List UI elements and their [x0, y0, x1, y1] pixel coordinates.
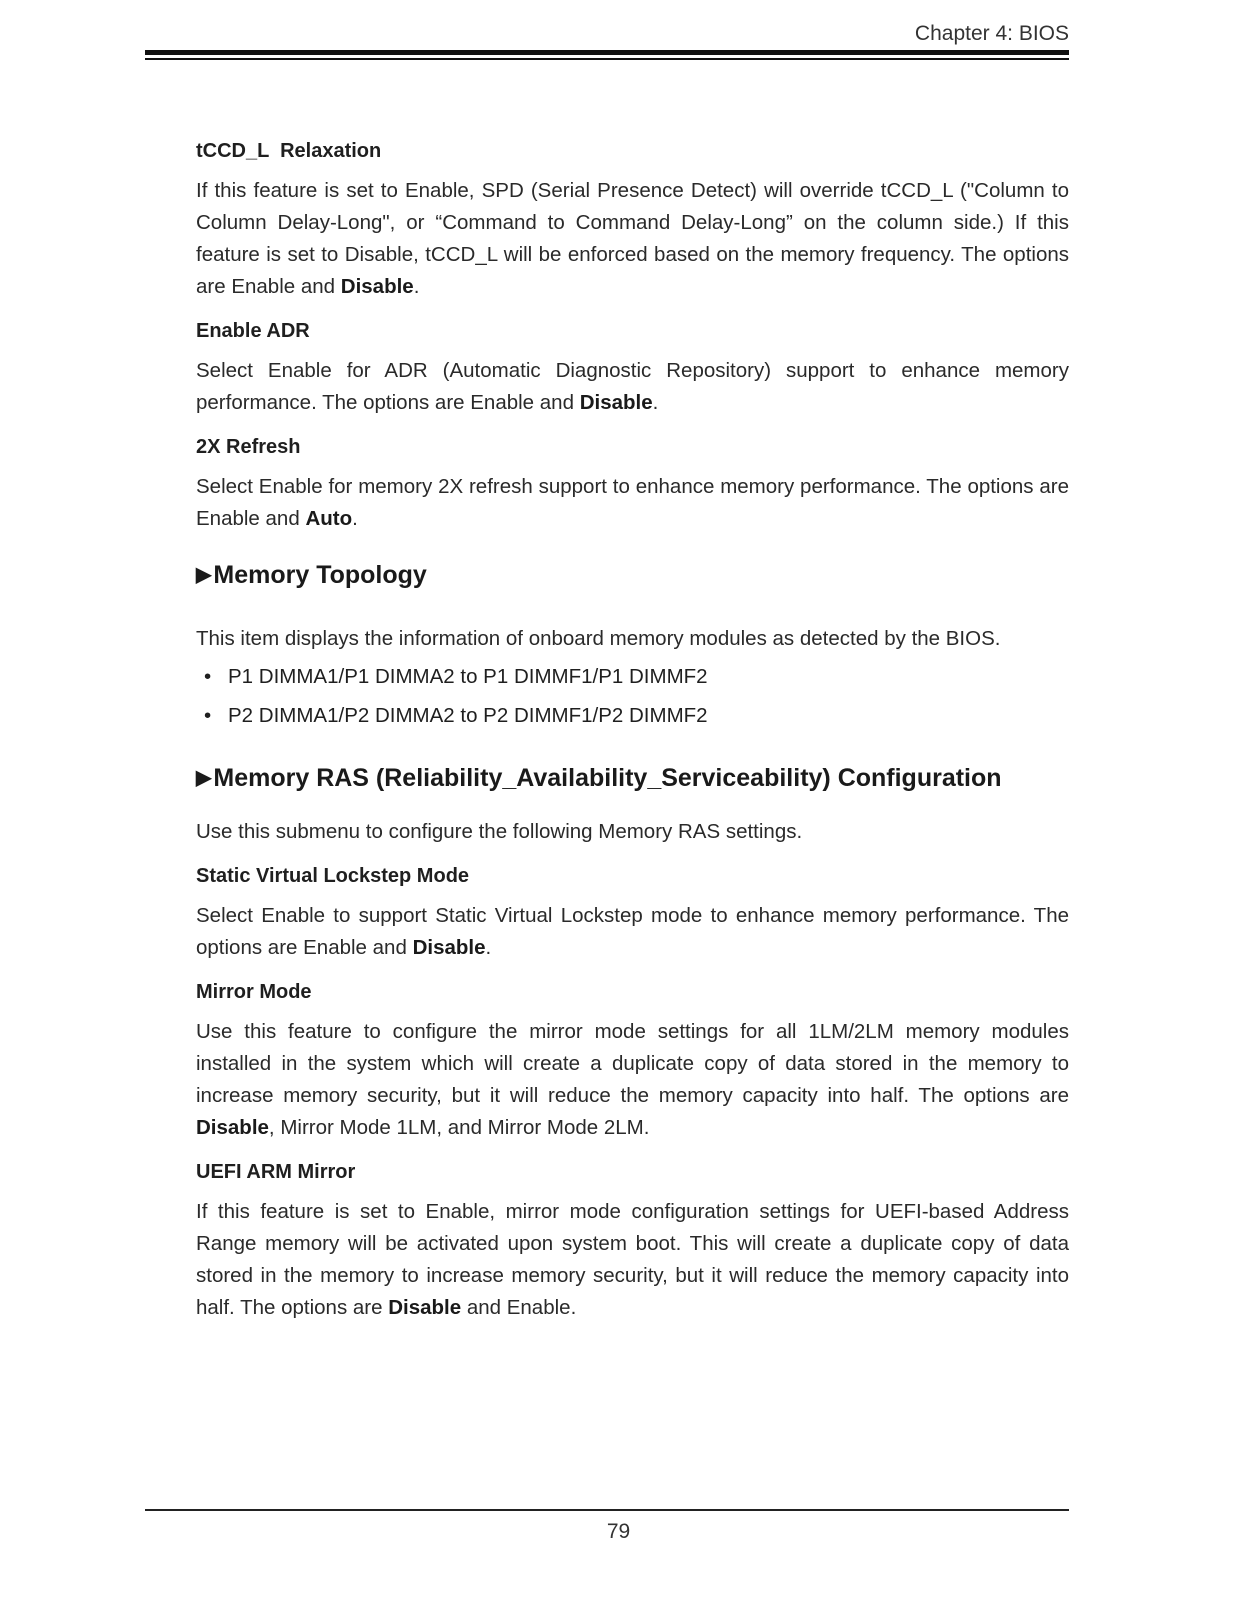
submenu-arrow-icon: ▶ [196, 564, 212, 586]
uefi-heading: UEFI ARM Mirror [196, 1161, 356, 1183]
page-content [196, 137, 1069, 1338]
chapter-header: Chapter 4: BIOS [914, 22, 1069, 45]
mirror-heading: Mirror Mode [196, 981, 312, 1003]
tccd-default-option: Disable [340, 275, 414, 298]
list-item: • P2 DIMMA1/P2 DIMMA2 to P2 DIMMF1/P2 DIMMF2 [196, 700, 1069, 732]
memory-topology-heading: ▶Memory Topology [196, 561, 427, 589]
tccd-heading: tCCD_L Relaxation [196, 140, 382, 162]
adr-description: Select Enable for ADR (Automatic Diagnostic Repository) support to enhance memory performance. The options are Enable and Disable. [196, 359, 1069, 414]
memory-ras-heading: ▶Memory RAS (Reliability_Availability_Serviceability) Configuration [196, 764, 1002, 792]
refresh-description: Select Enable for memory 2X refresh support to enhance memory performance. The options are Enable and Auto. [196, 475, 1069, 530]
lockstep-heading: Static Virtual Lockstep Mode [196, 865, 470, 887]
list-item: • P1 DIMMA1/P1 DIMMA2 to P1 DIMMF1/P1 DIMMF2 [196, 661, 1069, 693]
refresh-heading: 2X Refresh [196, 436, 301, 458]
page-number: 79 [606, 1520, 631, 1543]
lockstep-description: Select Enable to support Static Virtual Lockstep mode to enhance memory performance. The options are Enable and Disable. [196, 904, 1069, 959]
header-rule-thin [145, 58, 1069, 60]
refresh-default-option: Auto [305, 507, 353, 530]
topology-description: This item displays the information of onboard memory modules as detected by the BIOS. [196, 627, 1001, 650]
uefi-description: If this feature is set to Enable, mirror mode configuration settings for UEFI-based Address Range memory will be activated upon system boot. This will create a duplicate copy of data stored in the memory to increase memory security, but it will reduce the memory capacity into half. The options are Disable and Enable. [196, 1200, 1069, 1319]
adr-default-option: Disable [579, 391, 653, 414]
ras-description: Use this submenu to configure the following Memory RAS settings. [196, 820, 803, 843]
footer-rule [145, 1509, 1069, 1511]
uefi-default-option: Disable [388, 1296, 462, 1319]
lockstep-default-option: Disable [412, 936, 486, 959]
mirror-description: Use this feature to configure the mirror mode settings for all 1LM/2LM memory modules installed in the system which will create a duplicate copy of data stored in the memory to increase memory security, but it will reduce the memory capacity into half. The options are Disable, Mirror Mode 1LM, and Mirror Mode 2LM. [196, 1020, 1069, 1139]
adr-heading: Enable ADR [196, 320, 310, 342]
mirror-default-option: Disable [196, 1116, 269, 1139]
tccd-description: If this feature is set to Enable, SPD (Serial Presence Detect) will override tCCD_L ("Column to Column Delay-Long", or “Command to Command Delay-Long” on the column side.) If this feature is set to Disable, tCCD_L will be enforced based on the memory frequency. The options are Enable and Disable. [196, 179, 1069, 298]
header-rule-thick [145, 50, 1069, 55]
submenu-arrow-icon: ▶ [196, 767, 212, 789]
dimm-list [196, 661, 1069, 732]
